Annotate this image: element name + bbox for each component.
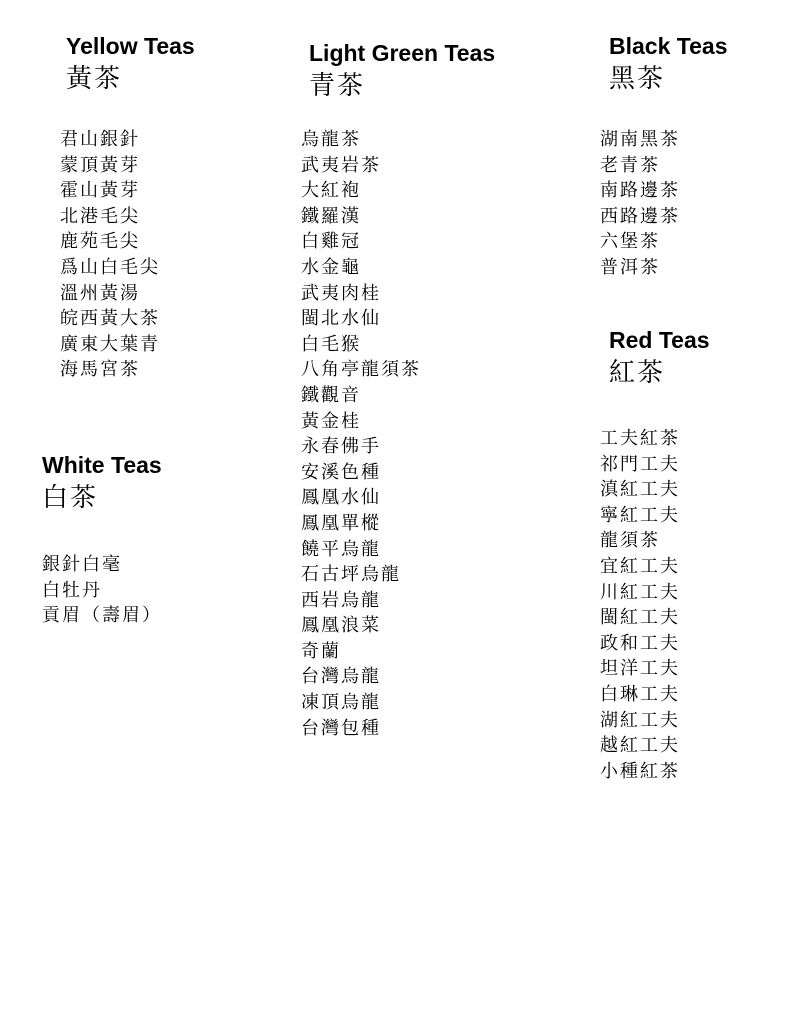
red-teas-list <box>600 426 680 784</box>
list-item: 寧紅工夫 <box>600 504 680 526</box>
list-item: 永春佛手 <box>301 436 381 458</box>
light-green-teas-heading-cn: 青茶 <box>309 71 366 101</box>
list-item: 溫州黃湯 <box>60 282 140 304</box>
red-teas-heading-cn: 紅茶 <box>609 358 666 388</box>
list-item: 奇蘭 <box>301 640 341 662</box>
list-item: 政和工夫 <box>600 632 680 654</box>
list-item: 普洱茶 <box>600 256 660 278</box>
list-item: 鳳凰水仙 <box>301 487 381 509</box>
yellow-teas-list <box>60 127 160 383</box>
list-item: 鹿苑毛尖 <box>60 231 140 253</box>
list-item: 川紅工夫 <box>600 581 680 603</box>
list-item: 鳳凰單樅 <box>301 512 381 534</box>
list-item: 饒平烏龍 <box>301 538 381 560</box>
black-teas-heading: Black Teas <box>609 33 728 59</box>
list-item: 白琳工夫 <box>600 683 680 705</box>
list-item: 銀針白毫 <box>42 554 122 575</box>
list-item: 鳳凰浪菜 <box>301 615 381 637</box>
white-teas-list <box>42 552 162 629</box>
list-item: 北港毛尖 <box>60 205 140 227</box>
list-item: 白毛猴 <box>301 333 361 355</box>
list-item: 武夷肉桂 <box>301 282 381 304</box>
list-item: 白雞冠 <box>301 231 361 253</box>
list-item: 廣東大葉青 <box>60 333 160 355</box>
list-item: 大紅袍 <box>301 180 361 202</box>
list-item: 西路邊茶 <box>600 205 680 227</box>
list-item: 石古坪烏龍 <box>301 564 401 586</box>
list-item: 霍山黃芽 <box>60 180 140 202</box>
list-item: 台灣烏龍 <box>301 666 381 688</box>
list-item: 西岩烏龍 <box>301 589 381 611</box>
light-green-teas-list <box>301 127 421 741</box>
list-item: 鐵觀音 <box>301 384 361 406</box>
list-item: 龍須茶 <box>600 530 660 552</box>
black-teas-heading-cn: 黑茶 <box>609 64 666 94</box>
list-item: 小種紅茶 <box>600 760 680 782</box>
list-item: 閩北水仙 <box>301 308 381 330</box>
section-white-teas <box>42 451 162 627</box>
list-item: 滇紅工夫 <box>600 479 680 501</box>
list-item: 爲山白毛尖 <box>60 256 160 278</box>
yellow-teas-heading-cn: 黃茶 <box>66 64 123 94</box>
black-teas-list <box>600 127 680 281</box>
list-item: 老青茶 <box>600 154 660 176</box>
list-item: 君山銀針 <box>60 129 140 150</box>
list-item: 湖南黑茶 <box>600 129 680 150</box>
list-item: 湖紅工夫 <box>600 709 680 731</box>
list-item: 南路邊茶 <box>600 180 680 202</box>
light-green-teas-heading: Light Green Teas <box>309 40 496 66</box>
white-teas-heading-cn: 白茶 <box>42 483 99 513</box>
list-item: 白牡丹 <box>42 579 102 601</box>
list-item: 坦洋工夫 <box>600 658 680 680</box>
list-item: 皖西黃大茶 <box>60 308 160 330</box>
list-item: 八角亭龍須茶 <box>301 359 421 381</box>
yellow-teas-heading: Yellow Teas <box>66 33 195 59</box>
list-item: 閩紅工夫 <box>600 607 680 629</box>
list-item: 凍頂烏龍 <box>301 692 381 714</box>
list-item: 宜紅工夫 <box>600 555 680 577</box>
list-item: 工夫紅茶 <box>600 428 680 449</box>
red-teas-heading: Red Teas <box>609 327 710 353</box>
list-item: 武夷岩茶 <box>301 154 381 176</box>
list-item: 祁門工夫 <box>600 453 680 475</box>
section-red-teas <box>600 326 710 782</box>
list-item: 海馬宮茶 <box>60 359 140 381</box>
list-item: 貢眉（壽眉） <box>42 605 162 627</box>
list-item: 六堡茶 <box>600 231 660 253</box>
list-item: 水金龜 <box>301 256 361 278</box>
list-item: 越紅工夫 <box>600 735 680 757</box>
section-black-teas <box>600 32 728 278</box>
list-item: 安溪色種 <box>301 461 381 483</box>
white-teas-heading: White Teas <box>42 452 162 478</box>
list-item: 鐵羅漢 <box>301 205 361 227</box>
section-light-green-teas <box>301 39 496 739</box>
section-yellow-teas <box>60 32 195 381</box>
list-item: 黃金桂 <box>301 410 361 432</box>
list-item: 台灣包種 <box>301 717 381 739</box>
list-item: 蒙頂黃芽 <box>60 154 140 176</box>
list-item: 烏龍茶 <box>301 129 361 150</box>
